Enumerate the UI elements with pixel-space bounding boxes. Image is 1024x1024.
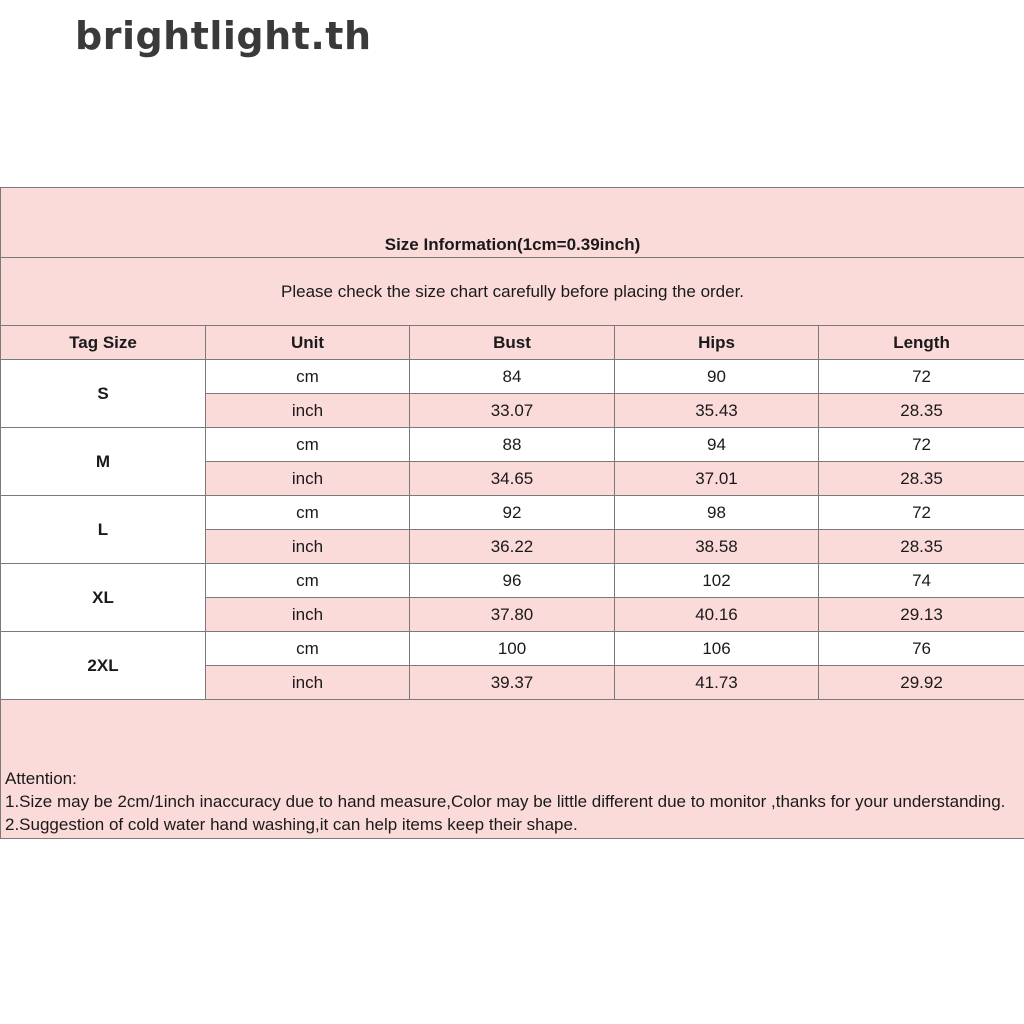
length-cell: 29.13: [819, 598, 1024, 632]
table-row: [1, 360, 1024, 394]
hips-cell: 41.73: [615, 666, 819, 700]
length-cell: 72: [819, 360, 1024, 394]
header-hips: Hips: [615, 326, 819, 360]
unit-cell: cm: [206, 360, 410, 394]
header-unit: Unit: [206, 326, 410, 360]
hips-cell: 37.01: [615, 462, 819, 496]
unit-cell: cm: [206, 632, 410, 666]
bust-cell: 37.80: [410, 598, 615, 632]
unit-cell: inch: [206, 666, 410, 700]
table-row: [1, 564, 1024, 598]
size-label: M: [1, 428, 206, 496]
bust-cell: 96: [410, 564, 615, 598]
bust-cell: 84: [410, 360, 615, 394]
bust-cell: 88: [410, 428, 615, 462]
hips-cell: 38.58: [615, 530, 819, 564]
table-row: [1, 632, 1024, 666]
table-title: Size Information(1cm=0.39inch): [1, 188, 1024, 258]
hips-cell: 106: [615, 632, 819, 666]
bust-cell: 36.22: [410, 530, 615, 564]
bust-cell: 34.65: [410, 462, 615, 496]
note-line: 2.Suggestion of cold water hand washing,it can help items keep their shape.: [5, 815, 578, 834]
size-label: L: [1, 496, 206, 564]
table-row: [1, 496, 1024, 530]
header-length: Length: [819, 326, 1024, 360]
size-label: 2XL: [1, 632, 206, 700]
hips-cell: 90: [615, 360, 819, 394]
unit-cell: inch: [206, 462, 410, 496]
hips-cell: 35.43: [615, 394, 819, 428]
hips-cell: 94: [615, 428, 819, 462]
length-cell: 74: [819, 564, 1024, 598]
bust-cell: 39.37: [410, 666, 615, 700]
size-chart-table: [0, 187, 1024, 839]
length-cell: 76: [819, 632, 1024, 666]
table-row: [1, 428, 1024, 462]
hips-cell: 40.16: [615, 598, 819, 632]
table-subtitle: Please check the size chart carefully before placing the order.: [1, 258, 1024, 326]
unit-cell: inch: [206, 598, 410, 632]
unit-cell: inch: [206, 394, 410, 428]
header-bust: Bust: [410, 326, 615, 360]
size-label: S: [1, 360, 206, 428]
bust-cell: 100: [410, 632, 615, 666]
header-row: [1, 326, 1024, 360]
hips-cell: 98: [615, 496, 819, 530]
header-tag-size: Tag Size: [1, 326, 206, 360]
unit-cell: cm: [206, 564, 410, 598]
bust-cell: 33.07: [410, 394, 615, 428]
unit-cell: cm: [206, 428, 410, 462]
note-heading: Attention:: [5, 769, 77, 788]
unit-cell: inch: [206, 530, 410, 564]
note-line: 1.Size may be 2cm/1inch inaccuracy due to hand measure,Color may be little different due to monitor ,thanks for your understanding.: [5, 792, 1006, 811]
length-cell: 28.35: [819, 530, 1024, 564]
hips-cell: 102: [615, 564, 819, 598]
length-cell: 28.35: [819, 394, 1024, 428]
length-cell: 29.92: [819, 666, 1024, 700]
length-cell: 72: [819, 428, 1024, 462]
attention-notes: [1, 700, 1024, 839]
bust-cell: 92: [410, 496, 615, 530]
watermark-text: brightlight.th: [75, 14, 372, 58]
length-cell: 28.35: [819, 462, 1024, 496]
length-cell: 72: [819, 496, 1024, 530]
unit-cell: cm: [206, 496, 410, 530]
size-label: XL: [1, 564, 206, 632]
